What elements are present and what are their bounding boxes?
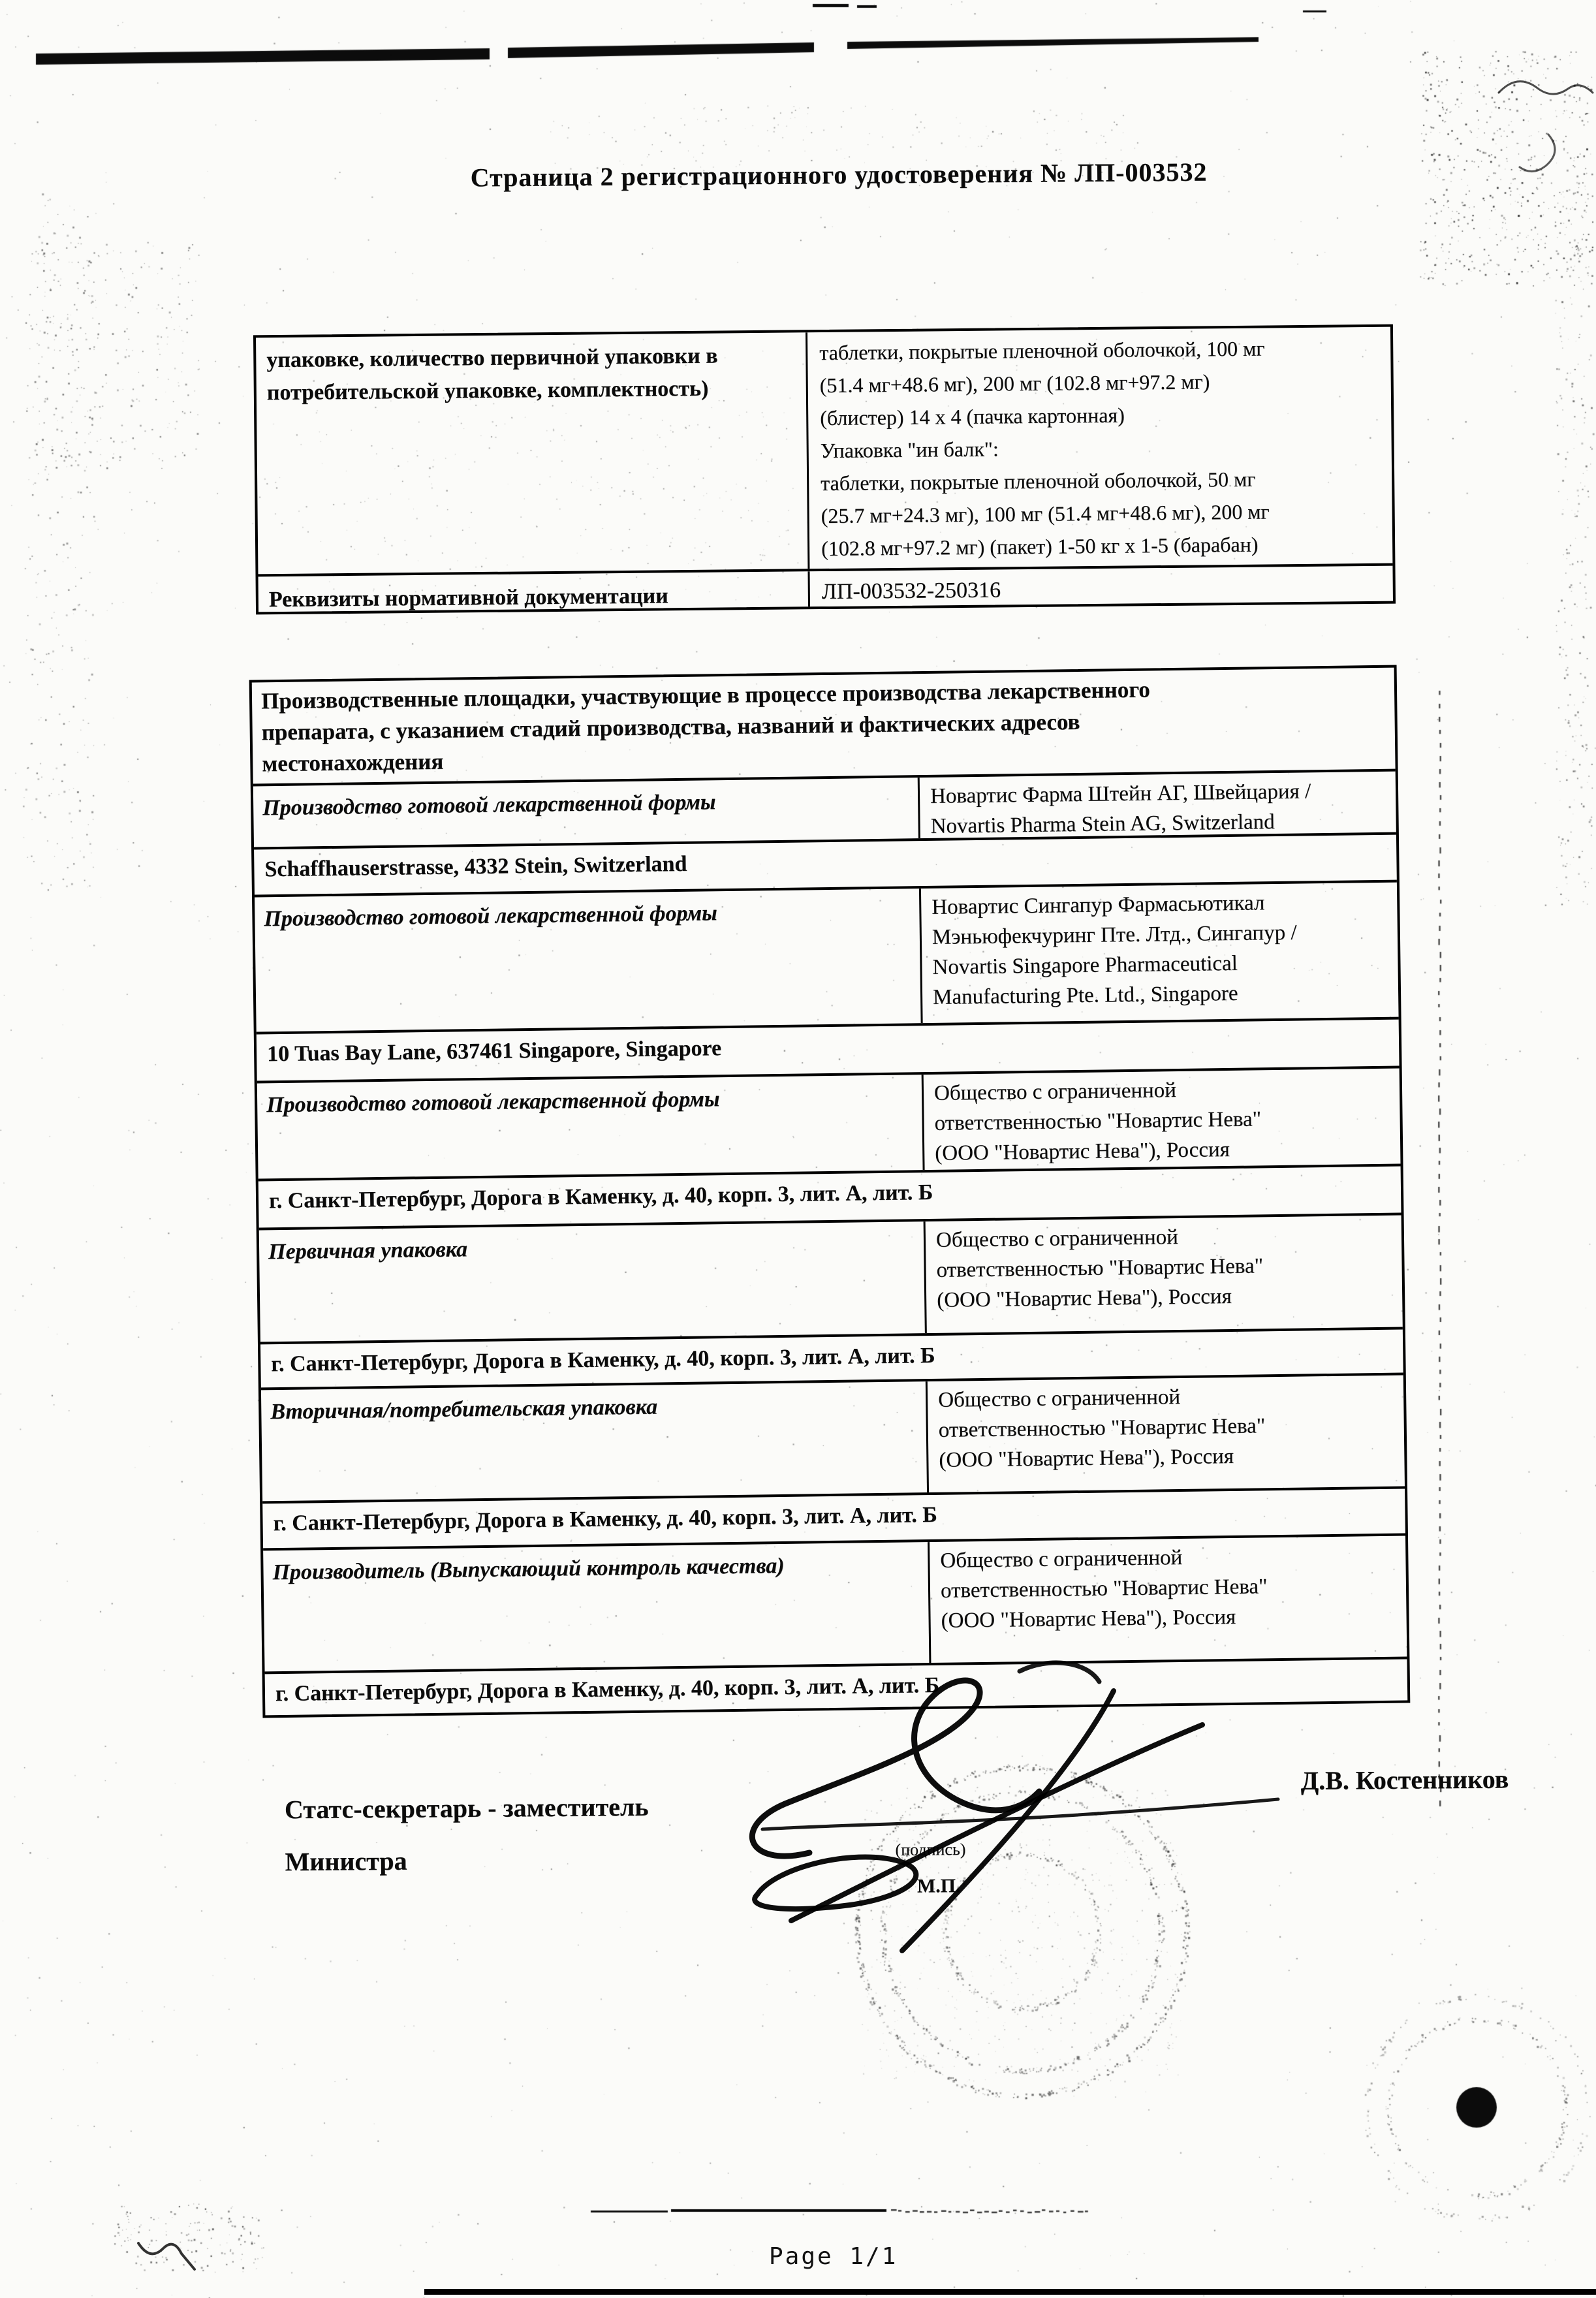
site-address: 10 Tuas Bay Lane, 637461 Singapore, Singapore	[266, 1036, 722, 1067]
stage-label: Производство готовой лекарственной формы	[262, 790, 716, 821]
signatory-name: Д.В. Костенников	[1300, 1764, 1509, 1795]
manufacturer-value: Общество с ограниченной ответственностью "Новартис Нева" (ООО "Новартис Нева"), Россия	[937, 1385, 1266, 1472]
packaging-value: таблетки, покрытые пленочной оболочкой, 100 мг (51.4 мг+48.6 мг), 200 мг (102.8 мг+97.2 мг) (блистер) 14 х 4 (пачка картонная) Упаковка "ин балк": таблетки, покрытые пленочной оболочкой, 50 мг (25.7 мг+24.3 мг), 100 мг (51.4 мг+48.6 мг), 200 мг (102.8 мг+97.2 мг) (пакет) 1-50 кг х 1-5 (барабан)	[819, 336, 1270, 561]
signature-caption: (подпись)	[895, 1840, 966, 1859]
stage-label: Первичная упаковка	[268, 1237, 468, 1265]
manufacturer-value: Новартис Фарма Штейн АГ, Швейцария / Novartis Pharma Stein AG, Switzerland	[930, 779, 1311, 838]
packaging-label: упаковке, количество первичной упаковки в потребительской упаковке, комплектность)	[266, 343, 718, 405]
stage-label: Производство готовой лекарственной формы	[266, 1087, 720, 1118]
site-address: г. Санкт-Петербург, Дорога в Каменку, д. 40, корп. 3, лит. А, лит. Б	[271, 1343, 935, 1377]
site-address: Schaffhauserstrasse, 4332 Stein, Switzerland	[264, 851, 687, 882]
stage-label: Производство готовой лекарственной формы	[264, 901, 717, 932]
site-address: г. Санкт-Петербург, Дорога в Каменку, д. 40, корп. 3, лит. А, лит. Б	[275, 1673, 940, 1707]
page-title: Страница 2 регистрационного удостоверения № ЛП-003532	[470, 157, 1208, 193]
manufacturer-value: Общество с ограниченной ответственностью "Новартис Нева" (ООО "Новартис Нева"), Россия	[935, 1225, 1264, 1312]
signatory-position: Статс-секретарь - заместитель Министра	[284, 1791, 649, 1877]
seal-caption: М.П.	[916, 1875, 961, 1897]
page-number-footer: Page 1/1	[769, 2243, 898, 2270]
stage-label: Производитель (Выпускающий контроль качества)	[272, 1553, 785, 1585]
site-address: г. Санкт-Петербург, Дорога в Каменку, д. 40, корп. 3, лит. А, лит. Б	[268, 1180, 933, 1214]
manufacturing-sites-header: Производственные площадки, участвующие в процессе производства лекарственного препарата, с указанием стадий производства, названий и фактических адресов местонахождения	[260, 676, 1151, 777]
manufacturer-value: Новартис Сингапур Фармасьютикал Мэньюфекчуринг Пте. Лтд., Сингапур / Novartis Singapore Pharmaceutical Manufacturing Pte. Ltd., Singapore	[931, 891, 1297, 1009]
normative-doc-label: Реквизиты нормативной документации	[268, 584, 668, 612]
manufacturer-value: Общество с ограниченной ответственностью "Новартис Нева" (ООО "Новартис Нева"), Россия	[933, 1078, 1262, 1165]
site-address: г. Санкт-Петербург, Дорога в Каменку, д. 40, корп. 3, лит. А, лит. Б	[273, 1502, 937, 1536]
bottom-border-line	[424, 2289, 1596, 2295]
normative-doc-number: ЛП-003532-250316	[821, 578, 1001, 605]
stage-label: Вторичная/потребительская упаковка	[270, 1394, 658, 1424]
manufacturer-value: Общество с ограниченной ответственностью "Новартис Нева" (ООО "Новартис Нева"), Россия	[940, 1545, 1268, 1633]
